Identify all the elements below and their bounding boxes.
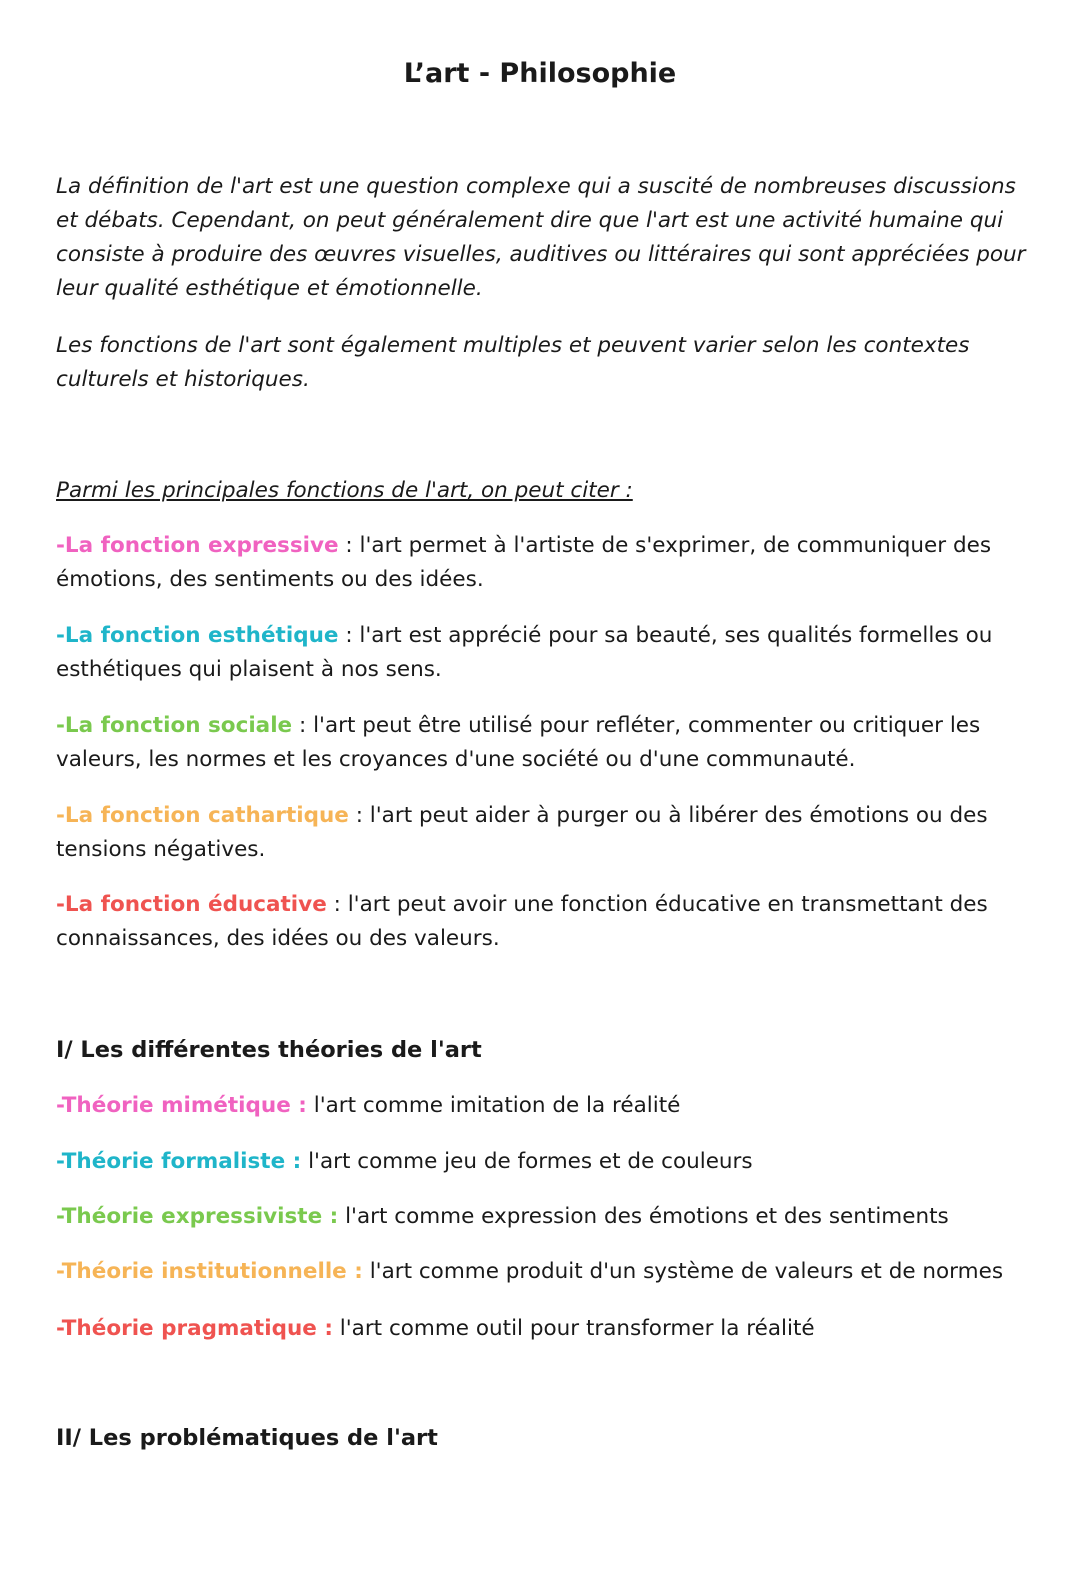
function-separator: : <box>338 623 360 648</box>
theory-term: -Théorie expressiviste : <box>56 1204 339 1229</box>
function-item-social <box>56 709 1036 777</box>
function-item-cathartic <box>56 799 1036 867</box>
theory-description: l'art comme jeu de formes et de couleurs <box>301 1149 753 1174</box>
problematics-heading: II/ Les problématiques de l'art <box>56 1425 438 1451</box>
intro-paragraph-functions: Les fonctions de l'art sont également multiples et peuvent varier selon les contextes culturels et historiques. <box>56 333 970 392</box>
function-term: -La fonction esthétique <box>56 623 339 648</box>
function-description: l'art peut avoir une fonction éducative en transmettant des connaissances, des idées ou des valeurs. <box>56 892 988 951</box>
page-title: L’art - Philosophie <box>403 58 677 89</box>
function-term: -La fonction sociale <box>56 713 293 738</box>
function-separator: : <box>292 713 314 738</box>
function-separator: : <box>338 533 360 558</box>
theory-term: -Théorie institutionnelle : <box>56 1259 363 1284</box>
theory-description: l'art comme imitation de la réalité <box>306 1093 681 1118</box>
theory-description: l'art comme expression des émotions et des sentiments <box>338 1204 949 1229</box>
function-term: -La fonction cathartique <box>56 803 349 828</box>
theory-description: l'art comme produit d'un système de valeurs et de normes <box>362 1259 1004 1284</box>
theory-term: -Théorie mimétique : <box>56 1093 307 1118</box>
function-description: l'art est apprécié pour sa beauté, ses qualités formelles ou esthétiques qui plaisent à nos sens. <box>56 623 993 682</box>
functions-heading: Parmi les principales fonctions de l'art, on peut citer : <box>56 478 633 503</box>
function-term: -La fonction éducative <box>56 892 327 917</box>
function-separator: : <box>348 803 370 828</box>
function-separator: : <box>326 892 348 917</box>
theory-item-mimetic <box>56 1089 1036 1123</box>
theories-heading: I/ Les différentes théories de l'art <box>56 1037 482 1063</box>
function-item-expressive <box>56 529 1036 597</box>
theory-item-formalist <box>56 1145 1036 1179</box>
theory-term: -Théorie pragmatique : <box>56 1316 333 1341</box>
function-item-educational <box>56 888 1036 956</box>
function-item-aesthetic <box>56 619 1036 687</box>
function-description: l'art permet à l'artiste de s'exprimer, de communiquer des émotions, des sentiments ou des idées. <box>56 533 992 592</box>
theory-item-pragmatic <box>56 1312 1036 1346</box>
theory-item-institutional <box>56 1255 1036 1289</box>
theory-description: l'art comme outil pour transformer la réalité <box>332 1316 815 1341</box>
function-term: -La fonction expressive <box>56 533 339 558</box>
function-description: l'art peut aider à purger ou à libérer des émotions ou des tensions négatives. <box>56 803 988 862</box>
function-description: l'art peut être utilisé pour refléter, commenter ou critiquer les valeurs, les normes et les croyances d'une société ou d'une communauté. <box>56 713 981 772</box>
theory-term: -Théorie formaliste : <box>56 1149 302 1174</box>
theory-item-expressivist <box>56 1200 1036 1234</box>
intro-paragraph-definition: La définition de l'art est une question complexe qui a suscité de nombreuses discussions et débats. Cependant, on peut généralement dire que l'art est une activité humaine qui consiste à produire des œuvres visuelles, auditives ou littéraires qui sont appréciées pour leur qualité esthétique et émotionnelle. <box>56 174 1026 301</box>
